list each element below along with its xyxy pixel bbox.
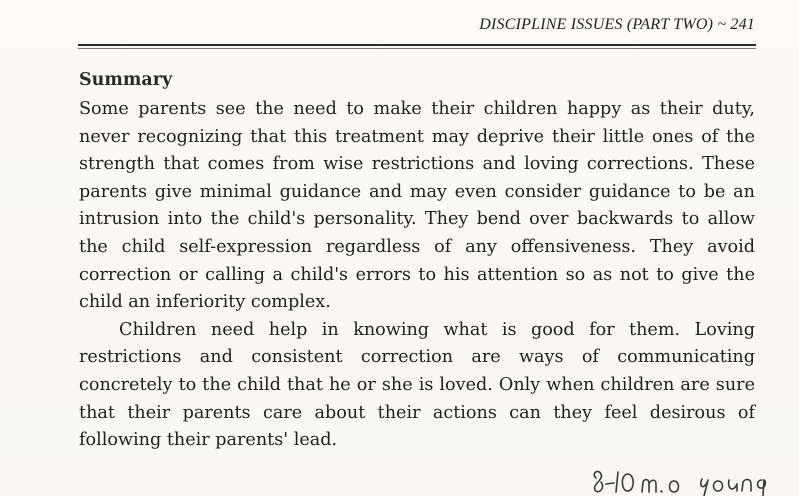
- handwritten-note: [590, 466, 790, 496]
- handwritten-note-text: 8-10 m. 0 young: [590, 466, 599, 467]
- running-head: DISCIPLINE ISSUES (PART TWO) ~ 241: [479, 16, 755, 33]
- paragraph-1: Some parents see the need to make their children happy as their duty, never recognizing that this treatment may deprive their little ones of the strength that comes from wise restrictions and loving corrections. These parents give minimal guidance and may even consider guidance to be an intrusion into the child's personality. They bend over backwards to allow the child self-expression regardless of any offensiveness. They avoid correction or calling a child's errors to his attention so as not to give the child an inferiority complex.: [79, 99, 755, 313]
- header-rule: [78, 44, 756, 46]
- paragraph-2: Children need help in knowing what is good for them. Loving restrictions and consistent correction are ways of communicating concretely to the child that he or she is loved. Only when children are sure that their parents care about their actions can they feel desirous of following their parents' lead.: [79, 319, 755, 451]
- section-body: [79, 96, 755, 455]
- header-rule-thin: [78, 48, 756, 49]
- section-title: Summary: [79, 70, 173, 90]
